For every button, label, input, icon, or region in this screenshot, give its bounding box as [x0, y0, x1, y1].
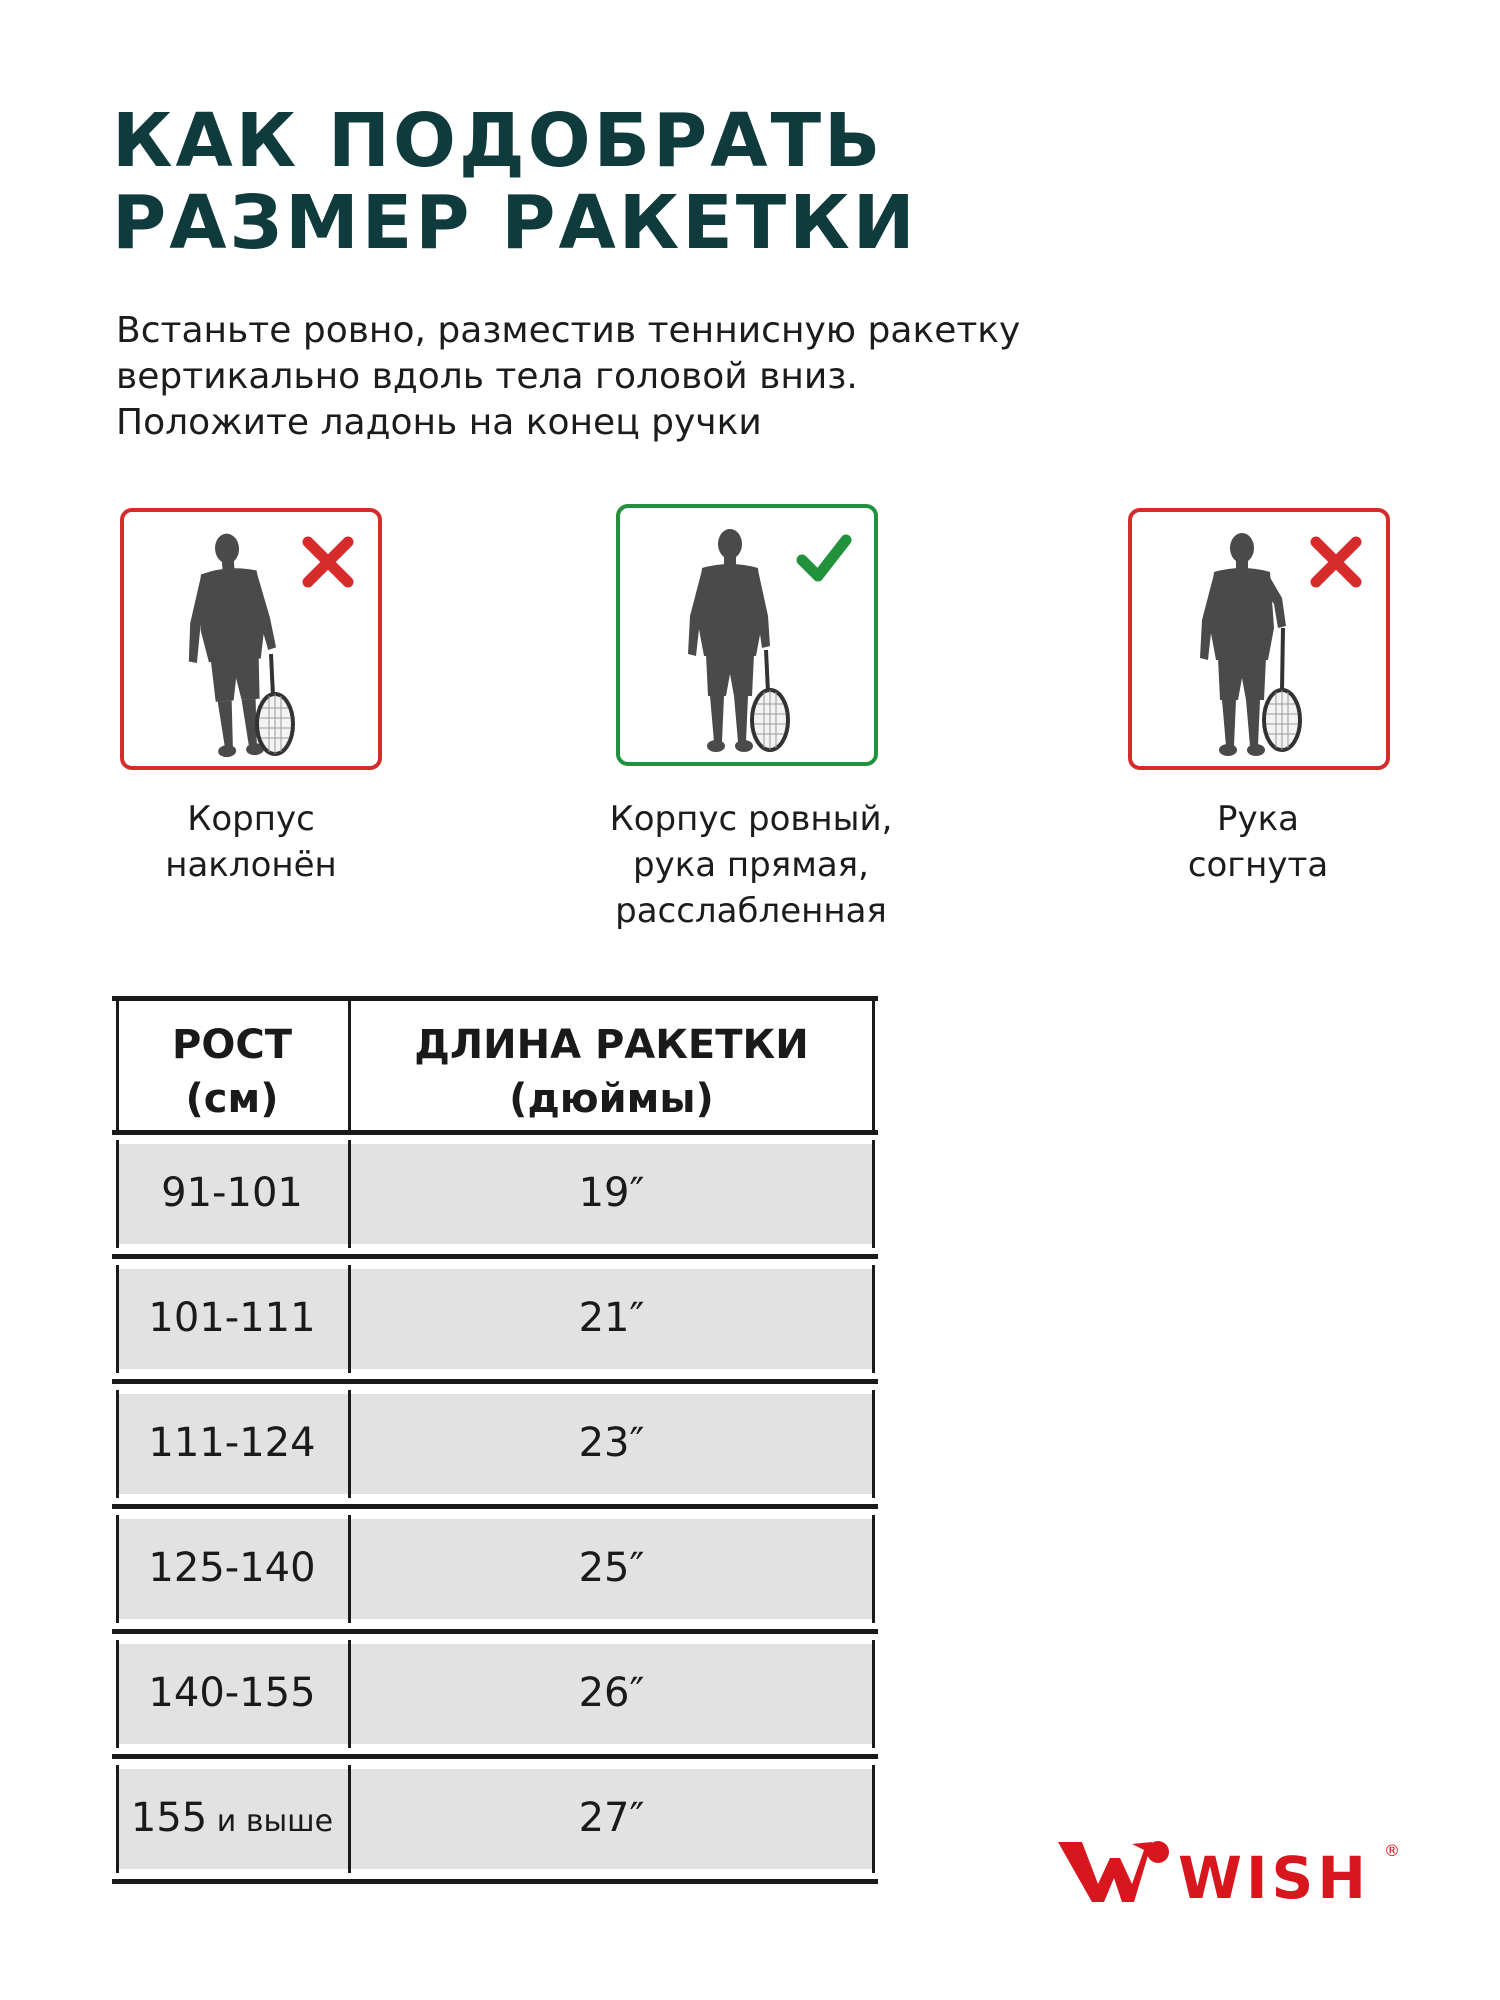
cell-racket-length: 23″	[578, 1420, 645, 1466]
wish-logo	[1054, 1832, 1404, 1912]
cross-icon	[1308, 534, 1364, 590]
cell-height-range: 101-111	[148, 1295, 316, 1341]
instructions	[116, 308, 1216, 446]
player-silhouette-icon	[670, 524, 800, 756]
cell-height-range: 140-155	[148, 1670, 316, 1716]
table-rule	[112, 1504, 878, 1509]
player-silhouette-icon	[174, 528, 304, 760]
cell-racket-length: 25″	[578, 1545, 645, 1591]
page-title-line-2: РАЗМЕР РАКЕТКИ	[112, 180, 918, 266]
example-card-arm-bent	[1128, 508, 1390, 770]
example-card-correct-posture	[616, 504, 878, 766]
cell-racket-length: 21″	[578, 1295, 645, 1341]
page-title-line-1: КАК ПОДОБРАТЬ	[112, 98, 884, 184]
table-rule	[112, 1879, 878, 1884]
cell-racket-length: 27″	[578, 1795, 645, 1841]
table-rule	[872, 1390, 875, 1498]
caption-body-leaning: Корпус наклонён	[165, 799, 337, 885]
header-racket-length: ДЛИНА РАКЕТКИ (дюймы)	[414, 1022, 809, 1122]
table-rule	[872, 1515, 875, 1623]
table-rule	[872, 1265, 875, 1373]
table-rule	[872, 1640, 875, 1748]
table-rule	[872, 1140, 875, 1248]
check-icon	[796, 530, 852, 586]
cell-height-range: 125-140	[148, 1545, 316, 1591]
cell-height-range: 155 и выше	[130, 1795, 334, 1841]
instructions-line-2: вертикально вдоль тела головой вниз.	[116, 356, 858, 397]
header-height: РОСТ (см)	[172, 1022, 292, 1122]
table-rule	[112, 1379, 878, 1384]
caption-correct-posture: Корпус ровный, рука прямая, расслабленная	[609, 799, 893, 931]
registered-mark: ®	[1384, 1841, 1400, 1860]
player-silhouette-icon	[1182, 528, 1312, 760]
example-card-body-leaning	[120, 508, 382, 770]
cell-height-range: 91-101	[161, 1170, 303, 1216]
table-rule	[112, 1629, 878, 1634]
caption-arm-bent: Рука согнута	[1187, 799, 1329, 885]
table-rule	[112, 1754, 878, 1759]
table-rule	[872, 1000, 875, 1130]
table-rule	[112, 996, 878, 1001]
page-title	[112, 100, 1212, 264]
cell-racket-length: 19″	[578, 1170, 645, 1216]
table-rule	[112, 1130, 878, 1135]
cross-icon	[300, 534, 356, 590]
table-rule	[112, 1254, 878, 1259]
instructions-line-1: Встаньте ровно, разместив теннисную ракетку	[116, 310, 1021, 351]
brand-name: WISH	[1178, 1844, 1370, 1912]
cell-racket-length: 26″	[578, 1670, 645, 1716]
instructions-line-3: Положите ладонь на конец ручки	[116, 402, 762, 443]
table-rule	[872, 1765, 875, 1873]
cell-height-range: 111-124	[148, 1420, 316, 1466]
